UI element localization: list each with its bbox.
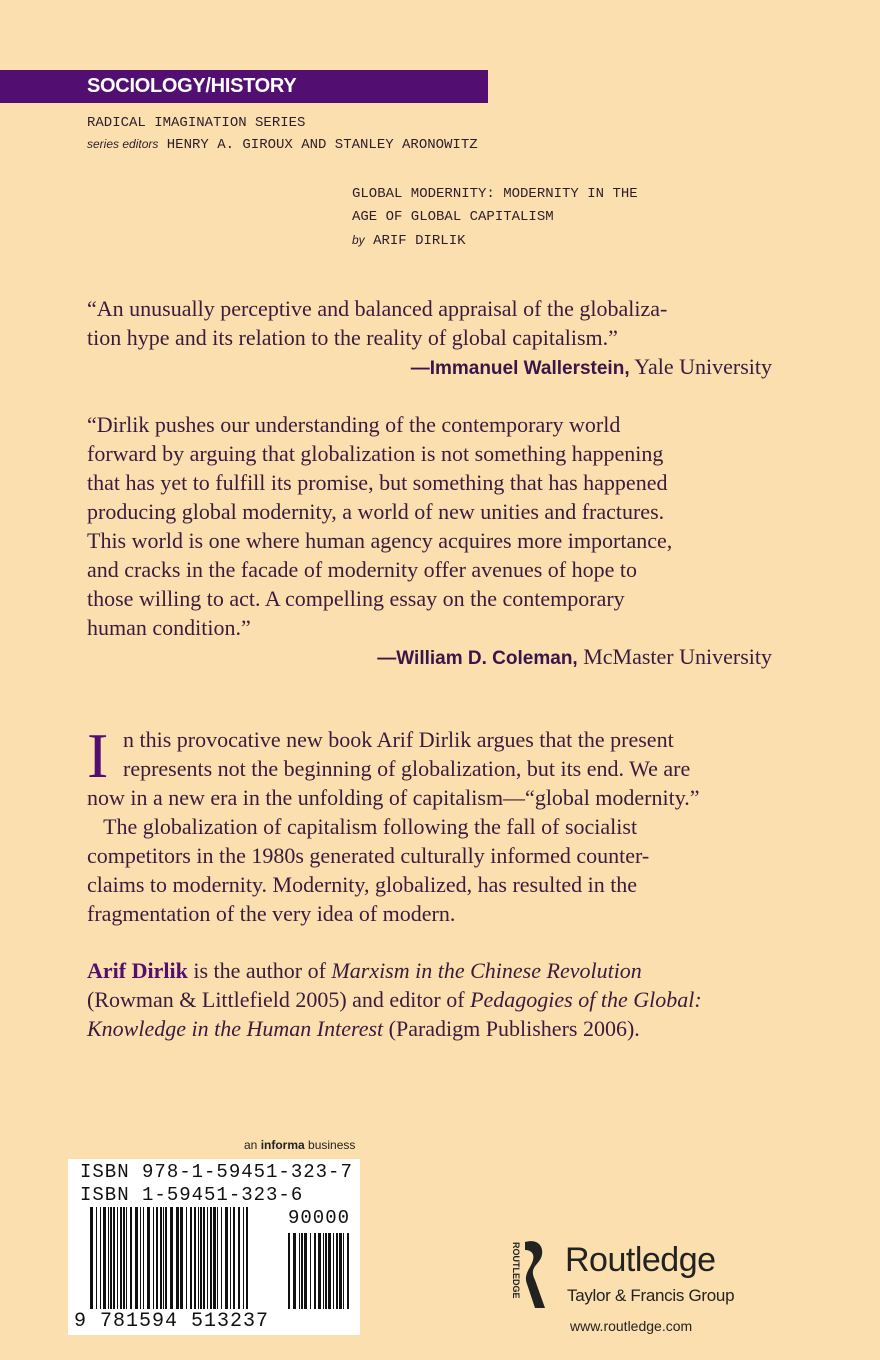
- publisher-name: Routledge: [565, 1241, 716, 1279]
- barcode-bar: [190, 1207, 192, 1309]
- barcode-bar: [217, 1207, 218, 1309]
- routledge-head-icon: [505, 1240, 555, 1310]
- barcode-bar: [177, 1207, 179, 1309]
- description-line: fragmentation of the very idea of modern.: [87, 901, 456, 926]
- barcode-bar: [318, 1233, 321, 1309]
- barcode-bar: [103, 1207, 106, 1309]
- barcode-bar: [120, 1207, 122, 1309]
- barcode-bar: [123, 1207, 126, 1309]
- book-author: ARIF DIRLIK: [373, 233, 466, 249]
- quote-affiliation: Yale University: [629, 354, 772, 379]
- bio-text: (Paradigm Publishers 2006).: [383, 1016, 640, 1041]
- publisher-url: www.routledge.com: [570, 1318, 693, 1334]
- barcode-bar: [147, 1207, 150, 1309]
- description-line: claims to modernity. Modernity, globalized, has resulted in the: [87, 872, 638, 897]
- barcode-bar: [200, 1207, 202, 1309]
- quote-author: —William D. Coleman,: [377, 648, 578, 669]
- barcode-bar: [243, 1207, 244, 1309]
- barcode-bar: [325, 1233, 327, 1309]
- barcode-bar: [304, 1233, 307, 1309]
- bio-name: Arif Dirlik: [87, 958, 188, 983]
- quote-line: and cracks in the facade of modernity offer avenues of hope to: [87, 557, 637, 582]
- barcode-bar: [135, 1207, 138, 1309]
- by-label: by: [352, 233, 365, 247]
- barcode-bar: [238, 1207, 241, 1309]
- series-editors-names: HENRY A. GIROUX AND STANLEY ARONOWITZ: [166, 137, 478, 153]
- barcode-bar: [170, 1207, 173, 1309]
- barcode-bar: [100, 1207, 102, 1309]
- barcode-bar: [233, 1207, 235, 1309]
- book-title-line: AGE OF GLOBAL CAPITALISM: [352, 209, 554, 225]
- barcode-bar: [160, 1207, 163, 1309]
- barcode-bar: [198, 1207, 199, 1309]
- quote-line: that has yet to fulfill its promise, but something that has happened: [87, 470, 668, 495]
- quote-wallerstein: [87, 294, 777, 381]
- barcode-bar: [108, 1207, 109, 1309]
- barcode-bar: [347, 1233, 349, 1309]
- barcode-bar: [117, 1207, 118, 1309]
- barcode-bar: [246, 1207, 248, 1309]
- barcode: [68, 1159, 360, 1335]
- quote-line: “Dirlik pushes our understanding of the contemporary world: [87, 412, 621, 437]
- bio-book: Knowledge in the Human Interest: [87, 1016, 384, 1041]
- bio-book: Marxism in the Chinese Revolution: [331, 958, 642, 983]
- quote-line: forward by arguing that globalization is not something happening: [87, 441, 664, 466]
- barcode-bar: [180, 1207, 183, 1309]
- quote-coleman: [87, 410, 777, 671]
- book-title: [352, 183, 638, 252]
- barcode-digits: 9 781594 513237: [74, 1310, 270, 1333]
- quote-line: producing global modernity, a world of new unities and fractures.: [87, 499, 665, 524]
- barcode-bar: [210, 1207, 212, 1309]
- price-bars: [288, 1233, 352, 1309]
- quote-line: tion hype and its relation to the reality of global capitalism.”: [87, 325, 618, 350]
- quote-line: human condition.”: [87, 615, 251, 640]
- barcode-bar: [288, 1233, 290, 1309]
- price-code: 90000: [288, 1207, 351, 1229]
- description: [87, 720, 777, 928]
- barcode-bar: [299, 1233, 300, 1309]
- barcode-bar: [221, 1207, 223, 1309]
- barcode-bar: [90, 1207, 93, 1309]
- quote-author: —Immanuel Wallerstein,: [410, 358, 630, 379]
- publisher-group: Taylor & Francis Group: [567, 1286, 735, 1305]
- barcode-bar: [186, 1207, 187, 1309]
- barcode-bar: [336, 1233, 338, 1309]
- barcode-bar: [225, 1207, 228, 1309]
- quote-line: This world is one where human agency acquires more importance,: [87, 528, 673, 553]
- barcode-bar: [110, 1207, 112, 1309]
- barcode-bar: [230, 1207, 231, 1309]
- barcode-bars: [90, 1207, 250, 1309]
- bio-text: (Rowman & Littlefield 2005) and editor of: [87, 987, 471, 1012]
- barcode-bar: [339, 1233, 342, 1309]
- category-band: [0, 70, 488, 103]
- barcode-bar: [323, 1233, 324, 1309]
- description-line: competitors in the 1980s generated culturally informed counter-: [87, 843, 650, 868]
- barcode-bar: [328, 1233, 331, 1309]
- barcode-bar: [130, 1207, 132, 1309]
- quote-affiliation: McMaster University: [577, 644, 772, 669]
- quote-attribution: [87, 642, 772, 671]
- barcode-bar: [153, 1207, 154, 1309]
- barcode-bar: [165, 1207, 167, 1309]
- barcode-bar: [113, 1207, 116, 1309]
- author-bio: [87, 956, 777, 1043]
- quote-line: those willing to act. A compelling essay on the contemporary: [87, 586, 625, 611]
- barcode-bar: [343, 1233, 344, 1309]
- description-line: The globalization of capitalism following the fall of socialist: [87, 814, 638, 839]
- barcode-bar: [207, 1207, 208, 1309]
- barcode-bar: [140, 1207, 141, 1309]
- barcode-bar: [310, 1233, 311, 1309]
- isbn-10: ISBN 1-59451-323-6: [80, 1184, 304, 1206]
- barcode-bar: [203, 1207, 206, 1309]
- description-line: n this provocative new book Arif Dirlik argues that the present: [123, 727, 674, 752]
- bio-book: Pedagogies of the Global:: [470, 987, 702, 1012]
- barcode-bar: [213, 1207, 216, 1309]
- description-line: now in a new era in the unfolding of capitalism—“global modernity.”: [87, 785, 700, 810]
- barcode-bar: [301, 1233, 303, 1309]
- quote-line: “An unusually perceptive and balanced appraisal of the globaliza-: [87, 296, 668, 321]
- barcode-bar: [156, 1207, 158, 1309]
- informa-tagline: an informa business: [244, 1138, 356, 1152]
- series-editors: [87, 137, 478, 153]
- category-label: SOCIOLOGY/HISTORY: [87, 75, 297, 97]
- barcode-bar: [143, 1207, 145, 1309]
- logo-text: ROUTLEDGE: [511, 1242, 521, 1299]
- isbn-13: ISBN 978-1-59451-323-7: [80, 1161, 353, 1183]
- barcode-bar: [194, 1207, 197, 1309]
- barcode-bar: [96, 1207, 97, 1309]
- barcode-bar: [126, 1207, 127, 1309]
- barcode-bar: [314, 1233, 316, 1309]
- informa-brand: informa: [260, 1138, 305, 1152]
- description-line: represents not the beginning of globalization, but its end. We are: [123, 756, 691, 781]
- barcode-bar: [293, 1233, 296, 1309]
- bio-text: is the author of: [187, 958, 332, 983]
- barcode-bar: [176, 1207, 177, 1309]
- barcode-bar: [163, 1207, 164, 1309]
- barcode-bar: [333, 1233, 334, 1309]
- quote-attribution: [87, 352, 772, 381]
- series-name: RADICAL IMAGINATION SERIES: [87, 115, 306, 131]
- drop-cap: I: [87, 720, 109, 791]
- book-title-line: GLOBAL MODERNITY: MODERNITY IN THE: [352, 186, 638, 202]
- series-editors-label: series editors: [87, 137, 159, 151]
